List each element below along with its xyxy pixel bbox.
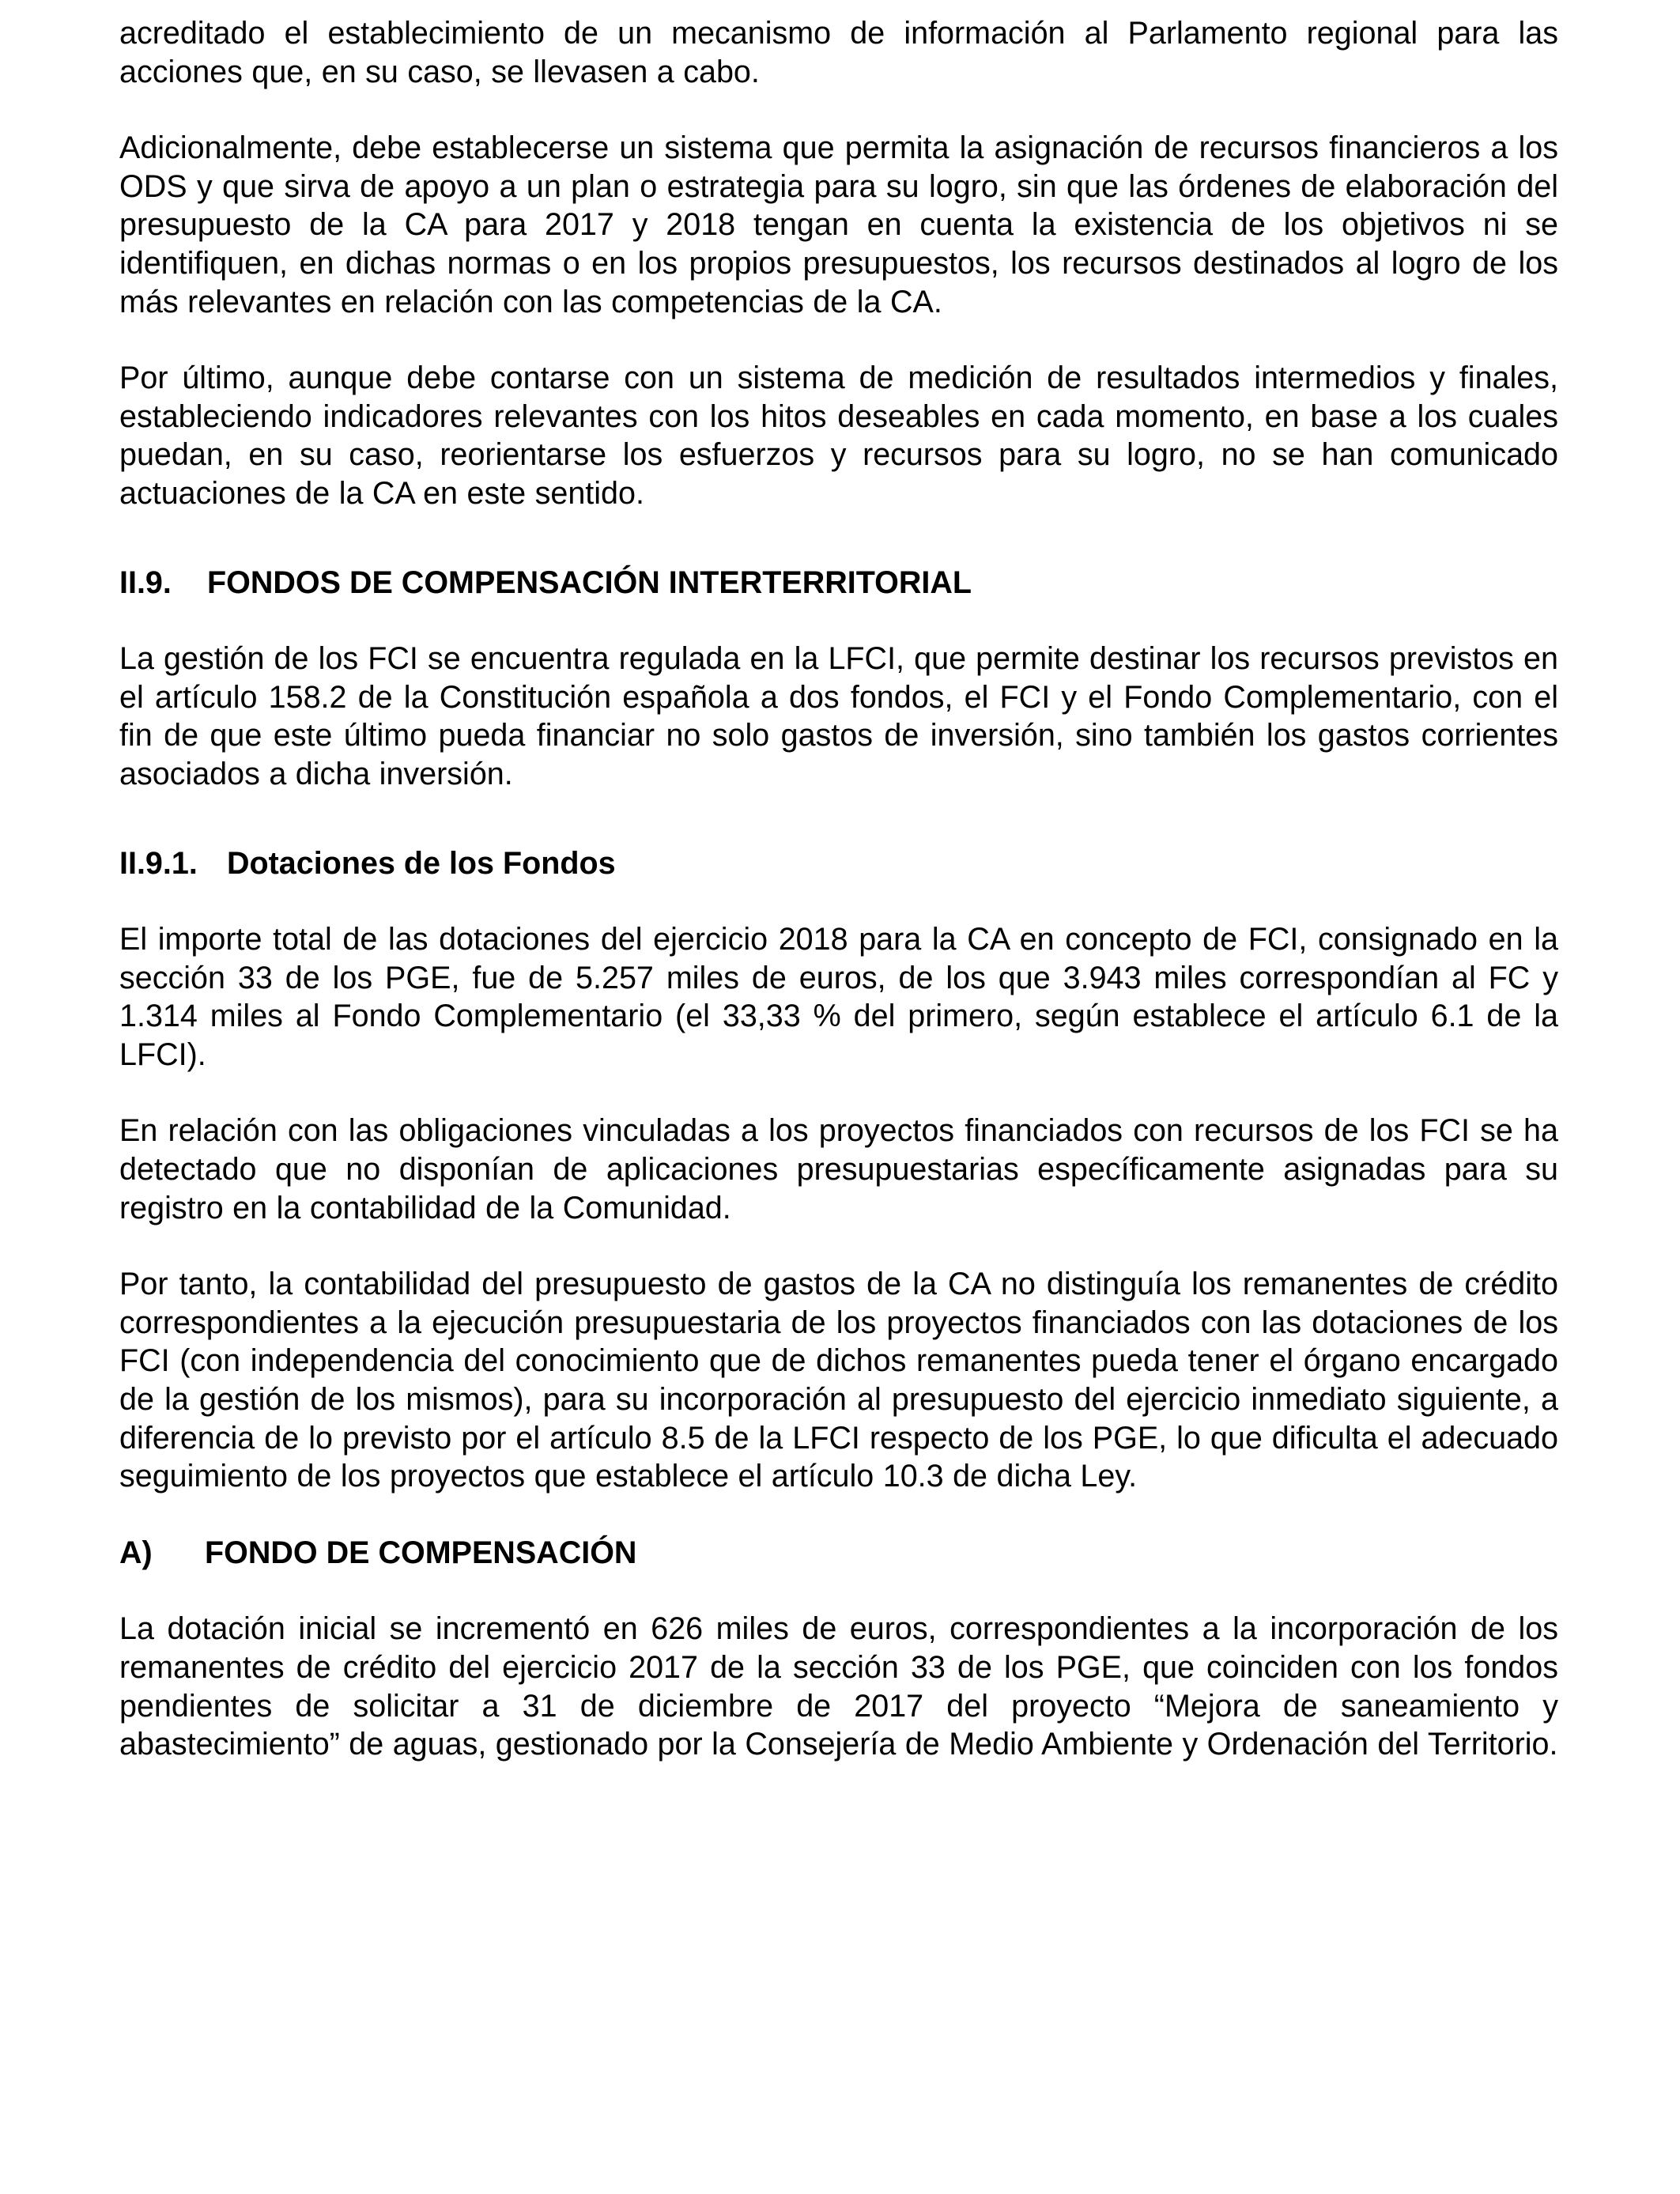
- paragraph-results-measurement: Por último, aunque debe contarse con un sistema de medición de resultados intermedios y finales, estableciendo indicadores relevantes con los hitos deseables en cada momento, en base a los cuales puedan, en su caso, reorientarse los esfuerzos y recursos para su logro, no se han comunicado actuaciones de la CA en este sentido.: [119, 361, 1558, 511]
- paragraph-fci-regulation: La gestión de los FCI se encuentra regulada en la LFCI, que permite destinar los recursos previstos en el artículo 158.2 de la Constitución española a dos fondos, el FCI y el Fondo Complementario, con el fin de que este último pueda financiar no solo gastos de inversión, sino también los gastos corrientes asociados a dicha inversión.: [119, 641, 1558, 791]
- section-title: FONDOS DE COMPENSACIÓN INTERTERRITORIAL: [207, 565, 972, 600]
- section-heading-fci: [119, 564, 1558, 602]
- subheading-title: FONDO DE COMPENSACIÓN: [205, 1535, 637, 1570]
- paragraph-remanentes-credito: Por tanto, la contabilidad del presupuesto de gastos de la CA no distinguía los remanentes de crédito correspondientes a la ejecución presupuestaria de los proyectos financiados con las dotaciones de los FCI (con independencia del conocimiento que de dichos remanentes pueda tener el órgano encargado de la gestión de los mismos), para su incorporación al presupuesto del ejercicio inmediato siguiente, a diferencia de lo previsto por el artículo 8.5 de la LFCI respecto de los PGE, lo que dificulta el adecuado seguimiento de los proyectos que establece el artículo 10.3 de dicha Ley.: [119, 1267, 1558, 1494]
- subheading-fondo-compensacion: [119, 1534, 1558, 1573]
- subheading-letter: A): [119, 1535, 153, 1570]
- subsection-number: II.9.1.: [119, 845, 198, 881]
- paragraph-dotacion-inicial: La dotación inicial se incrementó en 626 miles de euros, correspondientes a la incorporación de los remanentes de crédito del ejercicio 2017 de la sección 33 de los PGE, que coinciden con los fondos pendientes de solicitar a 31 de diciembre de 2017 del proyecto “Mejora de saneamiento y abastecimiento” de aguas, gestionado por la Consejería de Medio Ambiente y Ordenación del Territorio.: [119, 1611, 1558, 1762]
- paragraph-parliament-information: acreditado el establecimiento de un mecanismo de información al Parlamento regional para las acciones que, en su caso, se llevasen a cabo.: [119, 16, 1558, 89]
- paragraph-dotaciones-total: El importe total de las dotaciones del ejercicio 2018 para la CA en concepto de FCI, consignado en la sección 33 de los PGE, fue de 5.257 miles de euros, de los que 3.943 miles correspondían al FC y 1.314 miles al Fondo Complementario (el 33,33 % del primero, según establece el artículo 6.1 de la LFCI).: [119, 922, 1558, 1072]
- subsection-title: Dotaciones de los Fondos: [227, 845, 616, 881]
- subsection-heading-dotaciones: [119, 844, 1558, 883]
- paragraph-budget-applications: En relación con las obligaciones vinculadas a los proyectos financiados con recursos de los FCI se ha detectado que no disponían de aplicaciones presupuestarias específicamente asignadas para su registro en la contabilidad de la Comunidad.: [119, 1113, 1558, 1225]
- document-page: [119, 14, 1558, 1764]
- paragraph-ods-financial-resources: Adicionalmente, debe establecerse un sistema que permita la asignación de recursos financieros a los ODS y que sirva de apoyo a un plan o estrategia para su logro, sin que las órdenes de elaboración del presupuesto de la CA para 2017 y 2018 tengan en cuenta la existencia de los objetivos ni se identifiquen, en dichas normas o en los propios presupuestos, los recursos destinados al logro de los más relevantes en relación con las competencias de la CA.: [119, 130, 1558, 319]
- section-number: II.9.: [119, 565, 172, 600]
